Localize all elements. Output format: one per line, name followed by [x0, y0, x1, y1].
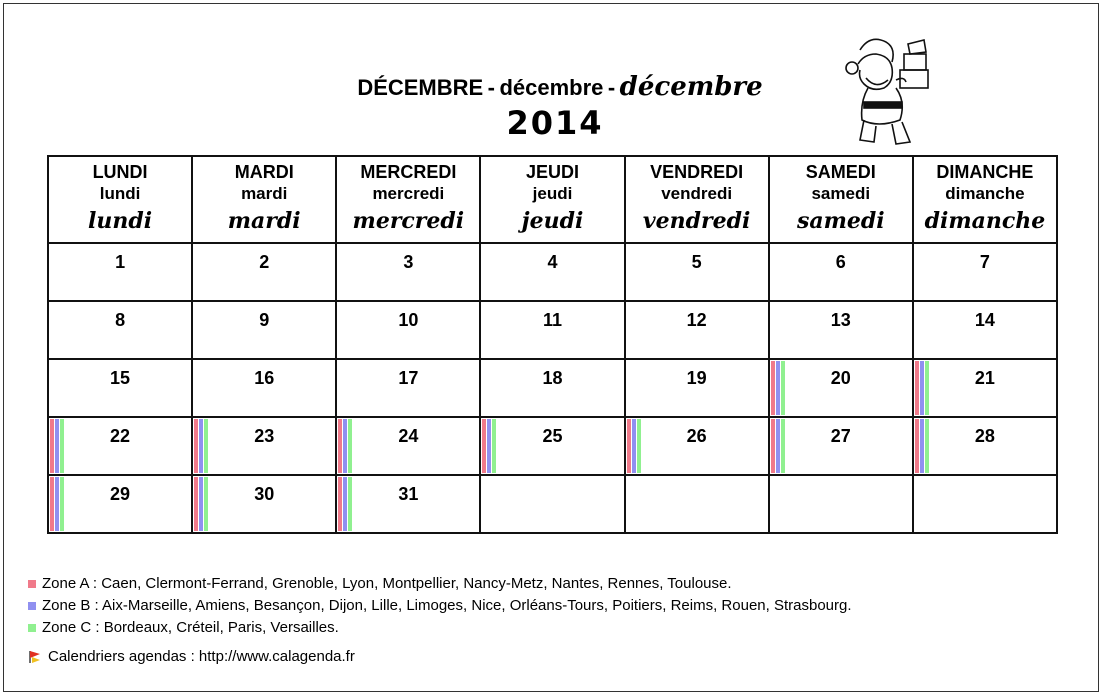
week-row: [48, 243, 1057, 301]
zone-stripe: [60, 477, 64, 531]
day-cell-5: [625, 243, 769, 301]
holiday-stripes: [50, 477, 64, 531]
legend-zone-c: [28, 617, 852, 639]
weekday-upper: LUNDI: [92, 162, 148, 182]
weekday-lower: vendredi: [661, 184, 733, 203]
zone-stripe: [338, 419, 342, 473]
zone-stripe: [771, 419, 775, 473]
zone-stripe: [204, 419, 208, 473]
day-cell-8: [48, 301, 192, 359]
flag-icon: [28, 650, 42, 664]
zone-stripe: [492, 419, 496, 473]
day-cell-16: [192, 359, 336, 417]
day-number: 28: [974, 426, 995, 446]
day-cell-11: [480, 301, 624, 359]
day-cell-21: [913, 359, 1057, 417]
day-number: 6: [835, 252, 846, 272]
day-cell-31: [336, 475, 480, 533]
day-number: 19: [686, 368, 707, 388]
zone-c-swatch: [28, 624, 36, 632]
day-number: 12: [686, 310, 707, 330]
weekday-header-jeudi: [480, 156, 624, 243]
footer-link[interactable]: Calendriers agendas : http://www.calagenda.fr: [48, 648, 355, 665]
day-cell-30: [192, 475, 336, 533]
santa-claus-icon: [830, 32, 940, 150]
zone-stripe: [194, 419, 198, 473]
day-number: 2: [259, 252, 270, 272]
day-cell-18: [480, 359, 624, 417]
day-number: 10: [398, 310, 419, 330]
zone-stripe: [348, 419, 352, 473]
day-cell-empty: [480, 475, 624, 533]
legend-zone-b-text: Zone B : Aix-Marseille, Amiens, Besançon, Dijon, Lille, Limoges, Nice, Orléans-Tours, Poitiers, Reims, Rouen, Strasbourg.: [42, 597, 852, 614]
day-number: 22: [110, 426, 131, 446]
weekday-header-row: [48, 156, 1057, 243]
zone-stripe: [920, 361, 924, 415]
weekday-script: jeudi: [521, 208, 584, 234]
day-number: 5: [691, 252, 702, 272]
holiday-stripes: [915, 419, 929, 473]
zone-stripe: [632, 419, 636, 473]
day-cell-6: [769, 243, 913, 301]
zone-stripe: [50, 477, 54, 531]
zone-stripe: [199, 477, 203, 531]
title-separator: -: [487, 75, 495, 100]
zone-stripe: [487, 419, 491, 473]
weekday-header-dimanche: [913, 156, 1057, 243]
zone-stripe: [776, 419, 780, 473]
weekday-upper: VENDREDI: [650, 162, 744, 182]
weekday-lower: samedi: [811, 184, 871, 203]
title-separator: -: [607, 75, 616, 100]
day-number: 7: [979, 252, 990, 272]
zone-b-swatch: [28, 602, 36, 610]
day-number: 27: [830, 426, 851, 446]
week-row: [48, 301, 1057, 359]
zone-stripe: [343, 419, 347, 473]
day-cell-13: [769, 301, 913, 359]
day-cell-25: [480, 417, 624, 475]
day-number: 16: [254, 368, 275, 388]
weekday-header-mardi: [192, 156, 336, 243]
year-label: 2014: [506, 104, 604, 142]
day-number: 20: [830, 368, 851, 388]
zone-stripe: [925, 361, 929, 415]
weekday-upper: DIMANCHE: [936, 162, 1034, 182]
day-cell-23: [192, 417, 336, 475]
zone-stripe: [338, 477, 342, 531]
week-row: [48, 359, 1057, 417]
day-cell-12: [625, 301, 769, 359]
zone-a-swatch: [28, 580, 36, 588]
day-number: 1: [115, 252, 126, 272]
day-number: 18: [542, 368, 563, 388]
weekday-script: mercredi: [352, 208, 465, 234]
zone-stripe: [781, 419, 785, 473]
day-number: 4: [547, 252, 558, 272]
day-number: 8: [115, 310, 126, 330]
day-number: 26: [686, 426, 707, 446]
day-cell-27: [769, 417, 913, 475]
day-cell-9: [192, 301, 336, 359]
day-cell-26: [625, 417, 769, 475]
weekday-lower: mardi: [241, 184, 288, 203]
day-cell-15: [48, 359, 192, 417]
week-row: [48, 417, 1057, 475]
day-number: 31: [398, 484, 419, 504]
holiday-stripes: [915, 361, 929, 415]
weekday-lower: dimanche: [945, 184, 1025, 203]
holiday-stripes: [771, 361, 785, 415]
day-number: 14: [974, 310, 995, 330]
weekday-header-vendredi: [625, 156, 769, 243]
day-cell-empty: [625, 475, 769, 533]
footer: [28, 648, 355, 665]
weekday-lower: jeudi: [532, 184, 573, 203]
zone-stripe: [627, 419, 631, 473]
zone-stripe: [204, 477, 208, 531]
legend-zone-c-text: Zone C : Bordeaux, Créteil, Paris, Versailles.: [42, 619, 339, 636]
holiday-stripes: [482, 419, 496, 473]
day-number: 30: [254, 484, 275, 504]
weekday-header-mercredi: [336, 156, 480, 243]
day-number: 13: [830, 310, 851, 330]
zone-stripe: [920, 419, 924, 473]
zone-stripe: [781, 361, 785, 415]
zone-stripe: [915, 361, 919, 415]
holiday-stripes: [194, 419, 208, 473]
day-number: 3: [403, 252, 414, 272]
day-cell-20: [769, 359, 913, 417]
day-number: 11: [542, 310, 562, 330]
zone-stripe: [199, 419, 203, 473]
weekday-header-lundi: [48, 156, 192, 243]
holiday-stripes: [50, 419, 64, 473]
zone-stripe: [343, 477, 347, 531]
holiday-stripes: [338, 419, 352, 473]
day-cell-14: [913, 301, 1057, 359]
title-lower: décembre: [499, 75, 604, 100]
day-cell-19: [625, 359, 769, 417]
zone-stripe: [925, 419, 929, 473]
day-cell-empty: [769, 475, 913, 533]
zone-stripe: [194, 477, 198, 531]
zone-stripe: [771, 361, 775, 415]
holiday-stripes: [771, 419, 785, 473]
zone-stripe: [915, 419, 919, 473]
legend-zone-a: [28, 573, 852, 595]
day-cell-29: [48, 475, 192, 533]
day-number: 21: [974, 368, 995, 388]
day-number: 24: [398, 426, 419, 446]
weekday-header-samedi: [769, 156, 913, 243]
day-cell-10: [336, 301, 480, 359]
zone-stripe: [55, 477, 59, 531]
calendar-grid: [47, 155, 1058, 534]
weekday-upper: MERCREDI: [360, 162, 457, 182]
day-cell-2: [192, 243, 336, 301]
weekday-upper: JEUDI: [525, 162, 579, 182]
day-number: 9: [259, 310, 270, 330]
title-upper: DÉCEMBRE: [357, 75, 484, 100]
day-cell-3: [336, 243, 480, 301]
weekday-script: lundi: [88, 208, 153, 234]
holiday-legend: [28, 573, 852, 639]
day-cell-empty: [913, 475, 1057, 533]
zone-stripe: [776, 361, 780, 415]
page-title: [300, 72, 820, 102]
zone-stripe: [348, 477, 352, 531]
zone-stripe: [55, 419, 59, 473]
day-cell-1: [48, 243, 192, 301]
weekday-lower: mercredi: [372, 184, 445, 203]
holiday-stripes: [627, 419, 641, 473]
weekday-upper: MARDI: [234, 162, 294, 182]
week-row: [48, 475, 1057, 533]
title-script: décembre: [619, 72, 763, 102]
day-cell-24: [336, 417, 480, 475]
holiday-stripes: [194, 477, 208, 531]
day-number: 25: [542, 426, 563, 446]
legend-zone-a-text: Zone A : Caen, Clermont-Ferrand, Grenoble, Lyon, Montpellier, Nancy-Metz, Nantes, Rennes, Toulouse.: [42, 575, 732, 592]
weekday-script: vendredi: [642, 208, 751, 234]
day-cell-28: [913, 417, 1057, 475]
holiday-stripes: [338, 477, 352, 531]
day-number: 15: [110, 368, 131, 388]
zone-stripe: [50, 419, 54, 473]
day-cell-4: [480, 243, 624, 301]
weekday-script: dimanche: [924, 208, 1046, 234]
day-cell-17: [336, 359, 480, 417]
zone-stripe: [60, 419, 64, 473]
day-cell-7: [913, 243, 1057, 301]
weekday-lower: lundi: [99, 184, 141, 203]
legend-zone-b: [28, 595, 852, 617]
weekday-script: samedi: [796, 208, 885, 234]
day-number: 29: [110, 484, 131, 504]
zone-stripe: [482, 419, 486, 473]
day-number: 23: [254, 426, 275, 446]
zone-stripe: [637, 419, 641, 473]
weekday-script: mardi: [227, 208, 301, 234]
weekday-upper: SAMEDI: [805, 162, 876, 182]
day-cell-22: [48, 417, 192, 475]
day-number: 17: [398, 368, 419, 388]
